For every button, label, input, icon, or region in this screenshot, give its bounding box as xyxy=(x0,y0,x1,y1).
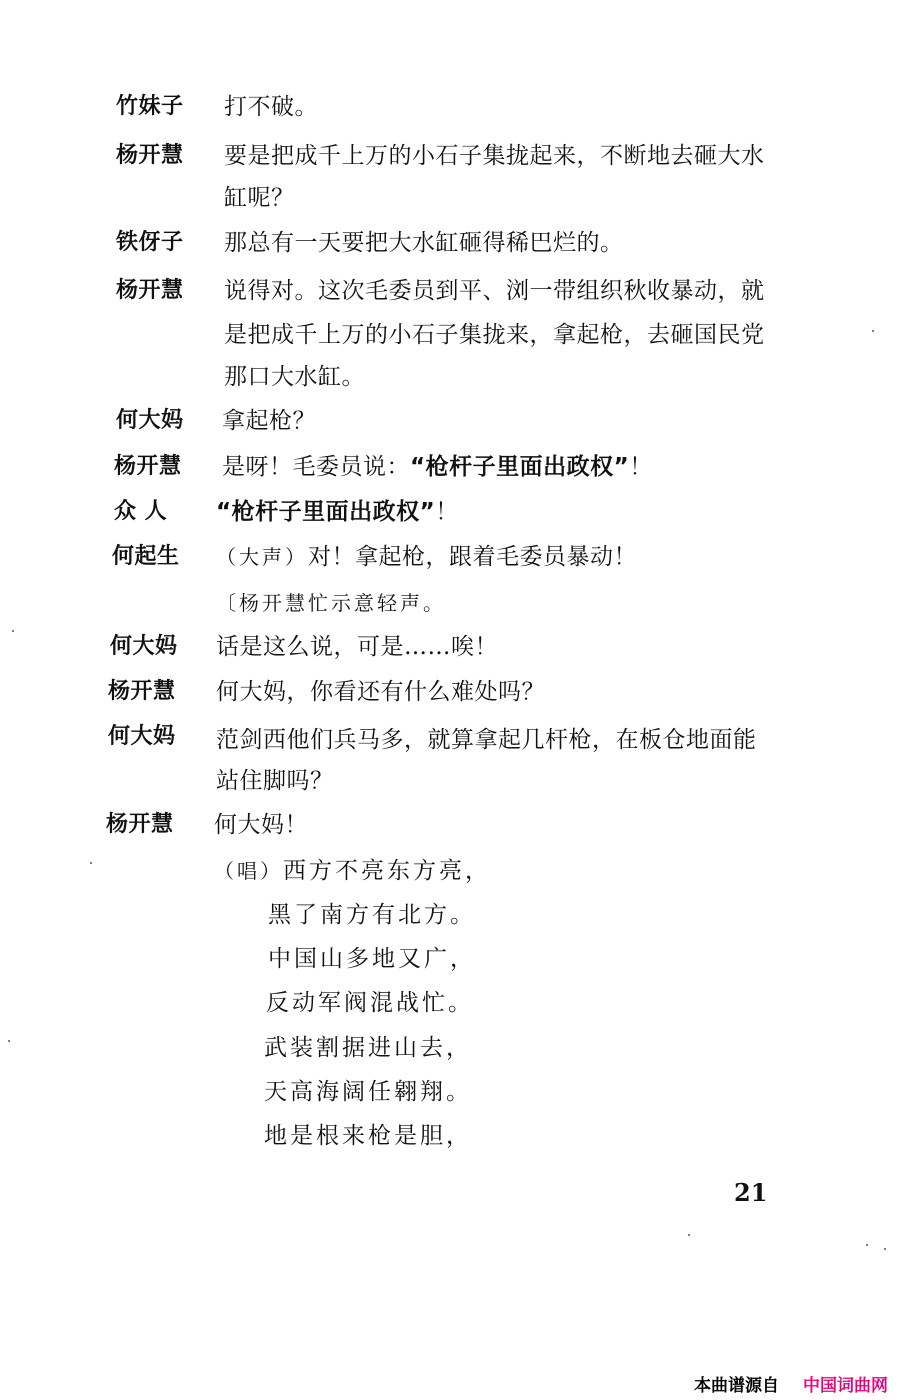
speaker-name: 杨开慧 xyxy=(116,278,184,303)
punctuation: ！ xyxy=(435,499,459,525)
song-text: 西方不亮东方亮， xyxy=(283,858,491,884)
speaker-name: 杨开慧 xyxy=(108,679,176,704)
dialogue-line: 是把成千上万的小石子集拢来，拿起枪，去砸国民党 xyxy=(224,322,765,348)
speaker-name: 何大妈 xyxy=(110,634,178,659)
speaker-name: 何大妈 xyxy=(116,408,184,433)
scan-speck xyxy=(872,330,874,332)
dialogue-text: 是呀！毛委员说： xyxy=(222,454,410,480)
dialogue-line: 那口大水缸。 xyxy=(224,364,365,390)
dialogue-line: 拿起枪？ xyxy=(222,408,316,434)
stage-direction-inline: （大声） xyxy=(216,545,308,569)
speaker-name: 何起生 xyxy=(112,544,180,569)
dialogue-line: 何大妈！ xyxy=(214,812,308,838)
song-line: 黑了南方有北方。 xyxy=(268,902,476,928)
speaker-name: 铁伢子 xyxy=(116,230,184,255)
dialogue-line xyxy=(216,542,637,572)
song-line: 中国山多地又广， xyxy=(268,946,476,972)
speaker-name: 杨开慧 xyxy=(116,143,184,168)
watermark-prefix: 本曲谱源自 xyxy=(694,1376,779,1396)
speaker-name: 杨开慧 xyxy=(114,454,182,479)
quotation: “枪杆子里面出政权” xyxy=(410,454,630,480)
speaker-name: 众 人 xyxy=(114,499,168,524)
song-line: 地是根来枪是胆， xyxy=(264,1123,472,1149)
dialogue-line xyxy=(216,497,459,527)
dialogue-line: 打不破。 xyxy=(224,94,318,120)
song-line: 天高海阔任翱翔。 xyxy=(264,1079,472,1105)
sing-marker: （唱） xyxy=(214,859,283,883)
song-line: 武装割据进山去， xyxy=(264,1035,472,1061)
scan-speck xyxy=(8,1040,10,1042)
scan-speck xyxy=(12,630,14,632)
speaker-name: 杨开慧 xyxy=(106,812,174,837)
punctuation: ！ xyxy=(629,454,653,480)
scan-speck xyxy=(90,862,92,864)
watermark-site[interactable]: 中国词曲网 xyxy=(803,1376,888,1396)
song-line xyxy=(214,856,491,886)
stage-direction: 〔杨开慧忙示意轻声。 xyxy=(216,591,446,615)
song-line: 反动军阀混战忙。 xyxy=(266,990,474,1016)
dialogue-line: 何大妈，你看还有什么难处吗？ xyxy=(216,679,545,705)
dialogue-line xyxy=(222,452,653,482)
page-number: 21 xyxy=(734,1178,768,1207)
scan-speck xyxy=(884,1248,886,1250)
dialogue-line: 话是这么说，可是……唉！ xyxy=(216,634,498,660)
speaker-name: 竹妹子 xyxy=(116,94,184,119)
dialogue-line: 范剑西他们兵马多，就算拿起几杆枪，在板仓地面能 xyxy=(216,727,757,753)
dialogue-line: 那总有一天要把大水缸砸得稀巴烂的。 xyxy=(224,230,624,256)
quotation: “枪杆子里面出政权” xyxy=(216,499,436,525)
speaker-name: 何大妈 xyxy=(108,724,176,749)
dialogue-line: 要是把成千上万的小石子集拢起来，不断地去砸大水 xyxy=(224,143,765,169)
scan-speck xyxy=(866,1244,868,1246)
dialogue-line: 站住脚吗？ xyxy=(216,768,334,794)
dialogue-text: 对！拿起枪，跟着毛委员暴动！ xyxy=(308,544,637,570)
scan-speck xyxy=(688,1234,690,1236)
dialogue-line: 说得对。这次毛委员到平、浏一带组织秋收暴动，就 xyxy=(224,278,765,304)
dialogue-line: 缸呢？ xyxy=(224,185,295,211)
